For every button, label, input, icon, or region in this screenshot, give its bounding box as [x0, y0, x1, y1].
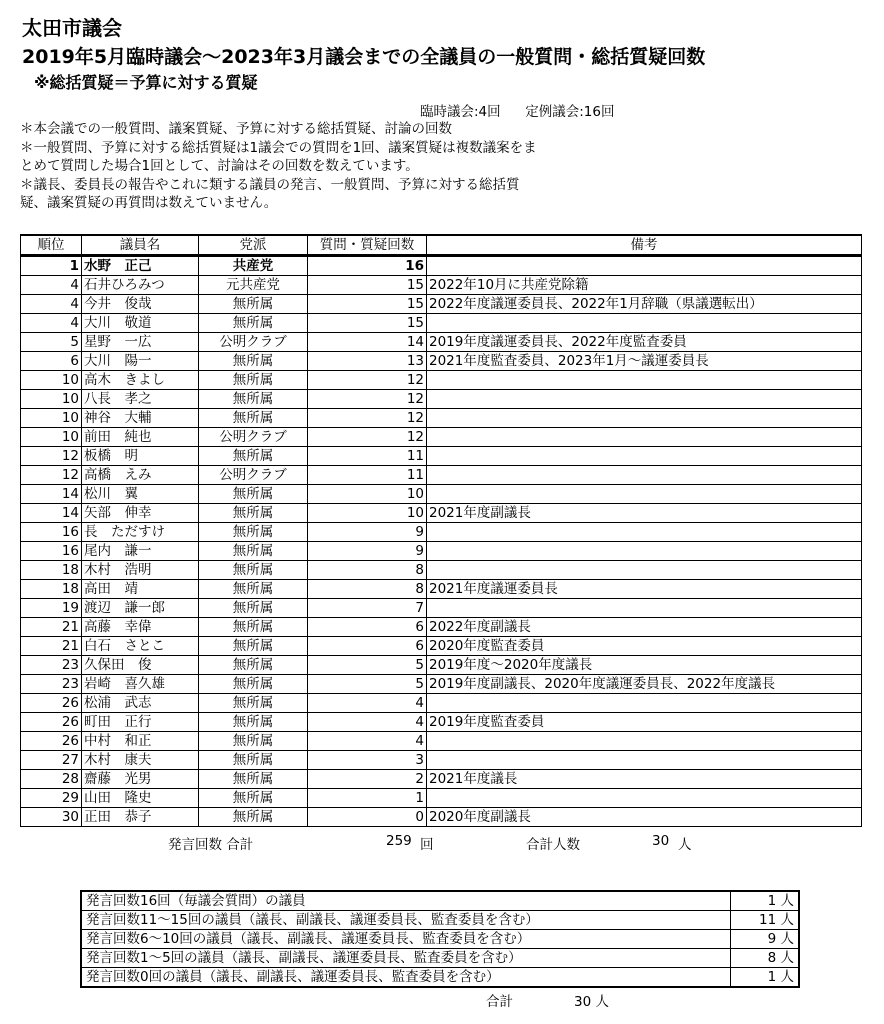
party-cell: 元共産党 [199, 276, 308, 295]
table-row [21, 656, 862, 675]
rank-cell: 10 [21, 371, 82, 390]
people-label: 合計人数 [526, 837, 580, 853]
count-cell: 8 [308, 561, 427, 580]
count-cell: 4 [308, 694, 427, 713]
remarks-cell [427, 732, 862, 751]
remarks-cell [427, 694, 862, 713]
table-row [21, 694, 862, 713]
note-line: 疑、議案質疑の再質問は数えていません。 [20, 195, 278, 211]
member-name-cell: 今井 俊哉 [82, 295, 199, 314]
member-name-cell: 尾内 謙一 [82, 542, 199, 561]
total-label: 発言回数 合計 [168, 837, 254, 853]
table-row [21, 561, 862, 580]
rank-cell: 23 [21, 656, 82, 675]
header-name: 議員名 [82, 235, 199, 256]
summary-row [81, 891, 799, 911]
member-name-cell: 久保田 俊 [82, 656, 199, 675]
remarks-cell: 2020年度副議長 [427, 808, 862, 827]
table-row [21, 770, 862, 789]
remarks-cell [427, 466, 862, 485]
definition-note: ※総括質疑＝予算に対する質疑 [34, 73, 258, 92]
count-cell: 12 [308, 409, 427, 428]
note-line: ＊一般質問、予算に対する総括質疑は1議会での質問を1回、議案質疑は複数議案をま [20, 139, 537, 156]
summary-label-cell: 発言回数0回の議員（議長、副議長、議運委員長、監査委員を含む） [81, 968, 731, 988]
ranking-table [20, 234, 862, 827]
rank-cell: 26 [21, 713, 82, 732]
table-row [21, 352, 862, 371]
rank-cell: 23 [21, 675, 82, 694]
party-cell: 無所属 [199, 751, 308, 770]
remarks-cell [427, 751, 862, 770]
member-name-cell: 前田 純也 [82, 428, 199, 447]
remarks-cell [427, 599, 862, 618]
party-cell: 無所属 [199, 409, 308, 428]
table-row [21, 523, 862, 542]
summary-label-cell: 発言回数6～10回の議員（議長、副議長、議運委員長、監査委員を含む） [81, 930, 731, 949]
party-cell: 無所属 [199, 352, 308, 371]
member-name-cell: 岩崎 喜久雄 [82, 675, 199, 694]
count-cell: 5 [308, 675, 427, 694]
remarks-cell: 2021年度議長 [427, 770, 862, 789]
member-name-cell: 水野 正己 [82, 256, 199, 276]
member-name-cell: 中村 和正 [82, 732, 199, 751]
table-row [21, 447, 862, 466]
notes-block [20, 120, 680, 213]
remarks-cell: 2022年度副議長 [427, 618, 862, 637]
remarks-cell [427, 371, 862, 390]
count-cell: 11 [308, 466, 427, 485]
page-subtitle: 2019年5月臨時議会～2023年3月議会までの全議員の一般質問・総括質疑回数 [22, 46, 706, 68]
remarks-cell [427, 409, 862, 428]
rank-cell: 6 [21, 352, 82, 371]
people-value: 30 [652, 833, 670, 849]
rank-cell: 14 [21, 504, 82, 523]
count-cell: 15 [308, 314, 427, 333]
count-cell: 1 [308, 789, 427, 808]
member-name-cell: 板橋 明 [82, 447, 199, 466]
summary-value-cell: 9 人 [731, 930, 800, 949]
member-name-cell: 高橋 えみ [82, 466, 199, 485]
remarks-cell [427, 314, 862, 333]
remarks-cell [427, 428, 862, 447]
rank-cell: 1 [21, 256, 82, 276]
rank-cell: 27 [21, 751, 82, 770]
member-name-cell: 神谷 大輔 [82, 409, 199, 428]
remarks-cell [427, 523, 862, 542]
party-cell: 無所属 [199, 675, 308, 694]
table-row [21, 637, 862, 656]
remarks-cell [427, 789, 862, 808]
session-counts [420, 100, 614, 120]
rank-cell: 30 [21, 808, 82, 827]
party-cell: 無所属 [199, 314, 308, 333]
party-cell: 無所属 [199, 390, 308, 409]
party-cell: 無所属 [199, 808, 308, 827]
rank-cell: 16 [21, 542, 82, 561]
member-name-cell: 高藤 幸偉 [82, 618, 199, 637]
party-cell: 無所属 [199, 485, 308, 504]
summary-label-cell: 発言回数1～5回の議員（議長、副議長、議運委員長、監査委員を含む） [81, 949, 731, 968]
table-row [21, 256, 862, 276]
party-cell: 無所属 [199, 694, 308, 713]
summary-total-value: 30 人 [574, 994, 609, 1010]
member-name-cell: 矢部 伸幸 [82, 504, 199, 523]
summary-value-cell: 11 人 [731, 911, 800, 930]
party-cell: 無所属 [199, 656, 308, 675]
rank-cell: 4 [21, 276, 82, 295]
count-cell: 11 [308, 447, 427, 466]
note-line: ＊本会議での一般質問、議案質疑、予算に対する総括質疑、討論の回数 [20, 121, 452, 137]
summary-table [80, 890, 800, 988]
remarks-cell [427, 447, 862, 466]
member-name-cell: 松川 翼 [82, 485, 199, 504]
table-row [21, 751, 862, 770]
summary-value-cell: 8 人 [731, 949, 800, 968]
member-name-cell: 町田 正行 [82, 713, 199, 732]
member-name-cell: 大川 陽一 [82, 352, 199, 371]
count-cell: 12 [308, 428, 427, 447]
summary-label-cell: 発言回数11～15回の議員（議長、副議長、議運委員長、監査委員を含む） [81, 911, 731, 930]
table-row [21, 542, 862, 561]
count-cell: 12 [308, 371, 427, 390]
remarks-cell: 2020年度監査委員 [427, 637, 862, 656]
table-header-row [21, 235, 862, 256]
remarks-cell [427, 485, 862, 504]
header-remarks: 備考 [427, 235, 862, 256]
remarks-cell: 2021年度副議長 [427, 504, 862, 523]
total-value: 259 [386, 833, 412, 849]
remarks-cell [427, 256, 862, 276]
table-row [21, 371, 862, 390]
rank-cell: 18 [21, 580, 82, 599]
member-name-cell: 木村 康夫 [82, 751, 199, 770]
rank-cell: 10 [21, 428, 82, 447]
note-line: とめて質問した場合1回として、討論はその回数を数えています。 [20, 158, 419, 174]
table-row [21, 485, 862, 504]
remarks-cell: 2019年度副議長、2020年度議運委員長、2022年度議長 [427, 675, 862, 694]
party-cell: 無所属 [199, 295, 308, 314]
regular-session-count: 定例議会:16回 [525, 104, 615, 120]
table-row [21, 390, 862, 409]
count-cell: 6 [308, 618, 427, 637]
remarks-cell: 2019年度監査委員 [427, 713, 862, 732]
rank-cell: 12 [21, 447, 82, 466]
member-name-cell: 松浦 武志 [82, 694, 199, 713]
party-cell: 共産党 [199, 256, 308, 276]
table-row [21, 599, 862, 618]
table-row [21, 333, 862, 352]
table-row [21, 276, 862, 295]
member-name-cell: 高木 きよし [82, 371, 199, 390]
party-cell: 無所属 [199, 580, 308, 599]
remarks-cell [427, 542, 862, 561]
member-name-cell: 渡辺 謙一郎 [82, 599, 199, 618]
rank-cell: 26 [21, 694, 82, 713]
total-unit: 回 [420, 837, 434, 853]
summary-value-cell: 1 人 [731, 968, 800, 988]
count-cell: 13 [308, 352, 427, 371]
member-name-cell: 八長 孝之 [82, 390, 199, 409]
member-name-cell: 星野 一広 [82, 333, 199, 352]
table-row [21, 504, 862, 523]
note-line: ＊議長、委員長の報告やこれに類する議員の発言、一般質問、予算に対する総括質 [20, 176, 520, 193]
party-cell: 無所属 [199, 770, 308, 789]
remarks-cell [427, 561, 862, 580]
summary-label-cell: 発言回数16回（毎議会質問）の議員 [81, 891, 731, 911]
member-name-cell: 白石 さとこ [82, 637, 199, 656]
remarks-cell: 2021年度監査委員、2023年1月～議運委員長 [427, 352, 862, 371]
rank-cell: 21 [21, 618, 82, 637]
header-count: 質問・質疑回数 [308, 235, 427, 256]
rank-cell: 14 [21, 485, 82, 504]
member-name-cell: 大川 敬道 [82, 314, 199, 333]
member-name-cell: 齋藤 光男 [82, 770, 199, 789]
table-row [21, 618, 862, 637]
rank-cell: 19 [21, 599, 82, 618]
count-cell: 10 [308, 485, 427, 504]
remarks-cell: 2019年度議運委員長、2022年度監査委員 [427, 333, 862, 352]
member-name-cell: 山田 隆史 [82, 789, 199, 808]
count-cell: 14 [308, 333, 427, 352]
count-cell: 15 [308, 295, 427, 314]
count-cell: 16 [308, 256, 427, 276]
rank-cell: 10 [21, 409, 82, 428]
party-cell: 無所属 [199, 561, 308, 580]
summary-row [81, 968, 799, 988]
count-cell: 9 [308, 523, 427, 542]
count-cell: 6 [308, 637, 427, 656]
rank-cell: 29 [21, 789, 82, 808]
party-cell: 無所属 [199, 523, 308, 542]
remarks-cell: 2022年10月に共産党除籍 [427, 276, 862, 295]
party-cell: 公明クラブ [199, 466, 308, 485]
table-row [21, 789, 862, 808]
table-row [21, 713, 862, 732]
count-cell: 3 [308, 751, 427, 770]
count-cell: 7 [308, 599, 427, 618]
party-cell: 無所属 [199, 599, 308, 618]
party-cell: 無所属 [199, 789, 308, 808]
count-cell: 4 [308, 713, 427, 732]
count-cell: 0 [308, 808, 427, 827]
rank-cell: 16 [21, 523, 82, 542]
rank-cell: 18 [21, 561, 82, 580]
rank-cell: 5 [21, 333, 82, 352]
rank-cell: 4 [21, 314, 82, 333]
remarks-cell: 2019年度～2020年度議長 [427, 656, 862, 675]
count-cell: 9 [308, 542, 427, 561]
rank-cell: 4 [21, 295, 82, 314]
table-row [21, 808, 862, 827]
table-row [21, 580, 862, 599]
table-row [21, 314, 862, 333]
party-cell: 公明クラブ [199, 428, 308, 447]
table-row [21, 295, 862, 314]
party-cell: 無所属 [199, 371, 308, 390]
party-cell: 無所属 [199, 732, 308, 751]
count-cell: 8 [308, 580, 427, 599]
remarks-cell: 2022年度議運委員長、2022年1月辞職（県議選転出） [427, 295, 862, 314]
count-cell: 2 [308, 770, 427, 789]
extra-session-count: 臨時議会:4回 [420, 104, 501, 120]
summary-value-cell: 1 人 [731, 891, 800, 911]
party-cell: 無所属 [199, 447, 308, 466]
member-name-cell: 高田 靖 [82, 580, 199, 599]
party-cell: 無所属 [199, 542, 308, 561]
header-party: 党派 [199, 235, 308, 256]
summary-total-label: 合計 [486, 994, 513, 1010]
summary-row [81, 949, 799, 968]
count-cell: 15 [308, 276, 427, 295]
count-cell: 5 [308, 656, 427, 675]
member-name-cell: 長 ただすけ [82, 523, 199, 542]
people-unit: 人 [678, 837, 692, 853]
remarks-cell: 2021年度議運委員長 [427, 580, 862, 599]
member-name-cell: 正田 恭子 [82, 808, 199, 827]
rank-cell: 26 [21, 732, 82, 751]
party-cell: 無所属 [199, 713, 308, 732]
party-cell: 無所属 [199, 618, 308, 637]
party-cell: 無所属 [199, 504, 308, 523]
member-name-cell: 木村 浩明 [82, 561, 199, 580]
rank-cell: 28 [21, 770, 82, 789]
table-row [21, 409, 862, 428]
remarks-cell [427, 390, 862, 409]
table-row [21, 428, 862, 447]
table-row [21, 466, 862, 485]
rank-cell: 21 [21, 637, 82, 656]
member-name-cell: 石井ひろみつ [82, 276, 199, 295]
party-cell: 無所属 [199, 637, 308, 656]
count-cell: 10 [308, 504, 427, 523]
party-cell: 公明クラブ [199, 333, 308, 352]
table-row [21, 732, 862, 751]
rank-cell: 12 [21, 466, 82, 485]
summary-row [81, 930, 799, 949]
count-cell: 4 [308, 732, 427, 751]
table-row [21, 675, 862, 694]
page-title: 太田市議会 [22, 16, 122, 40]
header-rank: 順位 [21, 235, 82, 256]
summary-row [81, 911, 799, 930]
rank-cell: 10 [21, 390, 82, 409]
count-cell: 12 [308, 390, 427, 409]
